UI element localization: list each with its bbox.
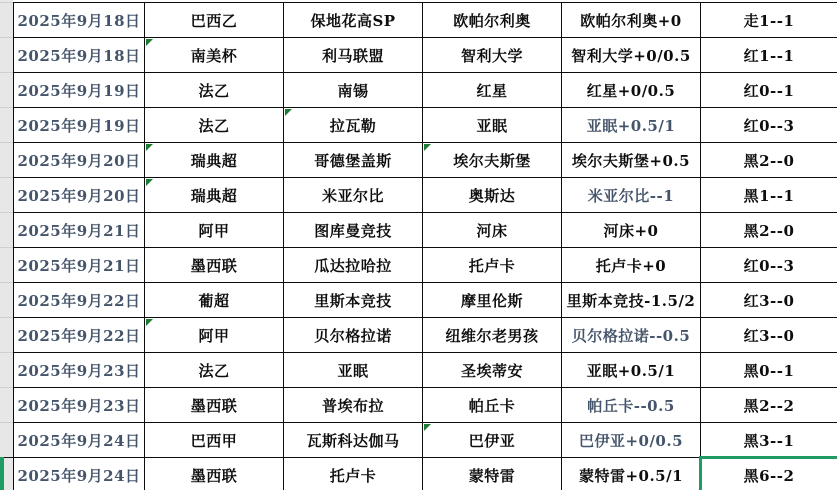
row-header-separator	[0, 142, 13, 143]
result-cell[interactable]	[701, 318, 837, 353]
home-team-text: 瓦斯科达伽马	[306, 431, 400, 450]
result-text: 红0--3	[743, 116, 795, 135]
error-flag-triangle-icon	[146, 179, 153, 186]
handicap-cell[interactable]	[562, 38, 701, 73]
handicap-cell[interactable]	[562, 423, 701, 458]
home-team-cell[interactable]	[284, 458, 423, 490]
handicap-cell[interactable]	[562, 283, 701, 318]
league-text: 法乙	[198, 361, 230, 380]
home-team-text: 亚眠	[337, 361, 369, 380]
result-text: 红3--0	[743, 326, 795, 345]
handicap-cell[interactable]	[562, 458, 701, 490]
home-team-cell[interactable]	[284, 73, 423, 108]
error-flag-triangle-icon	[146, 39, 153, 46]
table-row	[14, 73, 837, 108]
row-header-separator	[0, 212, 13, 213]
result-text: 走1--1	[743, 11, 795, 30]
home-team-text: 普埃布拉	[321, 396, 384, 415]
row-header-separator	[0, 282, 13, 283]
home-team-cell[interactable]	[284, 388, 423, 423]
handicap-cell[interactable]	[562, 318, 701, 353]
league-cell[interactable]	[145, 388, 284, 423]
result-cell[interactable]	[701, 388, 837, 423]
result-cell[interactable]	[701, 458, 837, 490]
result-cell[interactable]	[701, 178, 837, 213]
row-header-separator	[0, 37, 13, 38]
table-row	[14, 353, 837, 388]
home-team-text: 瓜达拉哈拉	[314, 256, 392, 275]
league-text: 墨西联	[190, 466, 238, 485]
error-flag-triangle-icon	[424, 424, 431, 431]
league-cell[interactable]	[145, 318, 284, 353]
error-flag-triangle-icon	[146, 144, 153, 151]
row-header-separator	[0, 422, 13, 423]
handicap-text: 蒙特雷+0.5/1	[578, 466, 684, 485]
table-row	[14, 213, 837, 248]
date-cell[interactable]	[14, 318, 145, 353]
date-cell[interactable]	[14, 283, 145, 318]
away-team-text: 河床	[476, 221, 508, 240]
table-row	[14, 108, 837, 143]
league-text: 南美杯	[190, 46, 238, 65]
home-team-text: 米亚尔比	[321, 186, 384, 205]
date-text: 2025年9月24日	[17, 431, 141, 450]
away-team-text: 巴伊亚	[468, 431, 516, 450]
table-row	[14, 458, 837, 490]
league-text: 阿甲	[198, 326, 230, 345]
table-row	[14, 143, 837, 178]
league-cell[interactable]	[145, 108, 284, 143]
home-team-text: 拉瓦勒	[329, 116, 377, 135]
home-team-text: 托卢卡	[329, 466, 377, 485]
league-text: 阿甲	[198, 221, 230, 240]
handicap-cell[interactable]	[562, 178, 701, 213]
handicap-cell[interactable]	[562, 108, 701, 143]
league-text: 瑞典超	[190, 186, 238, 205]
away-team-cell[interactable]	[423, 353, 562, 388]
league-cell[interactable]	[145, 3, 284, 38]
result-text: 红0--3	[743, 256, 795, 275]
away-team-text: 圣埃蒂安	[460, 361, 523, 380]
home-team-text: 利马联盟	[321, 46, 384, 65]
handicap-text: 里斯本竞技-1.5/2	[566, 291, 696, 310]
matches-table	[13, 2, 837, 490]
result-cell[interactable]	[701, 73, 837, 108]
league-text: 墨西联	[190, 396, 238, 415]
date-cell[interactable]	[14, 38, 145, 73]
league-cell[interactable]	[145, 38, 284, 73]
league-cell[interactable]	[145, 353, 284, 388]
handicap-text: 亚眠+0.5/1	[586, 361, 676, 380]
handicap-text: 埃尔夫斯堡+0.5	[571, 151, 691, 170]
home-team-text: 图库曼竞技	[314, 221, 392, 240]
date-cell[interactable]	[14, 458, 145, 490]
home-team-cell[interactable]	[284, 213, 423, 248]
row-header-separator	[0, 177, 13, 178]
error-flag-triangle-icon	[285, 109, 292, 116]
date-cell[interactable]	[14, 178, 145, 213]
date-cell[interactable]	[14, 248, 145, 283]
date-cell[interactable]	[14, 213, 145, 248]
table-row	[14, 423, 837, 458]
result-text: 红3--0	[743, 291, 795, 310]
home-team-cell[interactable]	[284, 143, 423, 178]
active-row-indicator-bar	[0, 457, 4, 490]
away-team-text: 亚眠	[476, 116, 508, 135]
result-text: 黑2--0	[743, 221, 795, 240]
result-text: 红1--1	[743, 46, 795, 65]
away-team-text: 欧帕尔利奥	[453, 11, 531, 30]
date-text: 2025年9月21日	[17, 256, 141, 275]
away-team-text: 蒙特雷	[468, 466, 516, 485]
away-team-text: 奥斯达	[468, 186, 516, 205]
table-row	[14, 3, 837, 38]
away-team-cell[interactable]	[423, 143, 562, 178]
away-team-text: 纽维尔老男孩	[445, 326, 539, 345]
league-text: 巴西乙	[190, 11, 238, 30]
date-text: 2025年9月18日	[17, 46, 141, 65]
handicap-cell[interactable]	[562, 73, 701, 108]
date-text: 2025年9月23日	[17, 396, 141, 415]
away-team-cell[interactable]	[423, 3, 562, 38]
date-text: 2025年9月20日	[17, 186, 141, 205]
handicap-text: 巴伊亚+0/0.5	[578, 431, 684, 450]
date-cell[interactable]	[14, 143, 145, 178]
league-cell[interactable]	[145, 73, 284, 108]
date-cell[interactable]	[14, 353, 145, 388]
error-flag-triangle-icon	[146, 319, 153, 326]
table-row	[14, 248, 837, 283]
handicap-text: 米亚尔比--1	[587, 186, 675, 205]
league-cell[interactable]	[145, 143, 284, 178]
row-header-separator	[0, 72, 13, 73]
away-team-text: 摩里伦斯	[460, 291, 523, 310]
away-team-cell[interactable]	[423, 248, 562, 283]
table-row	[14, 38, 837, 73]
away-team-cell[interactable]	[423, 178, 562, 213]
date-text: 2025年9月20日	[17, 151, 141, 170]
league-cell[interactable]	[145, 248, 284, 283]
result-cell[interactable]	[701, 423, 837, 458]
result-cell[interactable]	[701, 248, 837, 283]
home-team-cell[interactable]	[284, 38, 423, 73]
row-header-separator	[0, 247, 13, 248]
away-team-text: 智利大学	[460, 46, 523, 65]
league-cell[interactable]	[145, 213, 284, 248]
table-row	[14, 318, 837, 353]
date-text: 2025年9月22日	[17, 291, 141, 310]
away-team-text: 红星	[476, 81, 508, 100]
league-text: 墨西联	[190, 256, 238, 275]
row-header-separator	[0, 317, 13, 318]
home-team-cell[interactable]	[284, 423, 423, 458]
away-team-cell[interactable]	[423, 318, 562, 353]
away-team-text: 埃尔夫斯堡	[453, 151, 531, 170]
date-cell[interactable]	[14, 423, 145, 458]
handicap-text: 智利大学+0/0.5	[571, 46, 691, 65]
away-team-cell[interactable]	[423, 73, 562, 108]
home-team-cell[interactable]	[284, 318, 423, 353]
date-text: 2025年9月18日	[17, 11, 141, 30]
home-team-text: 里斯本竞技	[314, 291, 392, 310]
date-cell[interactable]	[14, 108, 145, 143]
date-text: 2025年9月22日	[17, 326, 141, 345]
row-header-strip	[0, 0, 13, 490]
league-text: 瑞典超	[190, 151, 238, 170]
row-header-separator	[0, 107, 13, 108]
date-text: 2025年9月21日	[17, 221, 141, 240]
date-text: 2025年9月23日	[17, 361, 141, 380]
home-team-cell[interactable]	[284, 178, 423, 213]
handicap-text: 贝尔格拉诺--0.5	[571, 326, 691, 345]
league-cell[interactable]	[145, 458, 284, 490]
table-row	[14, 283, 837, 318]
away-team-cell[interactable]	[423, 423, 562, 458]
result-cell[interactable]	[701, 213, 837, 248]
handicap-text: 托卢卡+0	[595, 256, 667, 275]
home-team-cell[interactable]	[284, 283, 423, 318]
handicap-cell[interactable]	[562, 213, 701, 248]
away-team-cell[interactable]	[423, 38, 562, 73]
result-cell[interactable]	[701, 283, 837, 318]
home-team-cell[interactable]	[284, 108, 423, 143]
date-cell[interactable]	[14, 388, 145, 423]
away-team-cell[interactable]	[423, 213, 562, 248]
handicap-text: 红星+0/0.5	[586, 81, 676, 100]
handicap-text: 亚眠+0.5/1	[586, 116, 676, 135]
away-team-cell[interactable]	[423, 108, 562, 143]
away-team-cell[interactable]	[423, 458, 562, 490]
result-text: 黑2--2	[743, 396, 795, 415]
date-cell[interactable]	[14, 3, 145, 38]
away-team-cell[interactable]	[423, 283, 562, 318]
result-text: 黑6--2	[743, 466, 795, 485]
date-cell[interactable]	[14, 73, 145, 108]
date-text: 2025年9月19日	[17, 116, 141, 135]
row-header-separator	[0, 387, 13, 388]
handicap-cell[interactable]	[562, 3, 701, 38]
result-cell[interactable]	[701, 3, 837, 38]
handicap-cell[interactable]	[562, 353, 701, 388]
league-text: 葡超	[198, 291, 230, 310]
home-team-text: 保地花高SP	[310, 11, 396, 30]
handicap-cell[interactable]	[562, 388, 701, 423]
handicap-cell[interactable]	[562, 248, 701, 283]
league-text: 法乙	[198, 81, 230, 100]
home-team-cell[interactable]	[284, 353, 423, 388]
row-header-separator	[0, 352, 13, 353]
table-row	[14, 178, 837, 213]
date-text: 2025年9月24日	[17, 466, 141, 485]
handicap-cell[interactable]	[562, 143, 701, 178]
date-text: 2025年9月19日	[17, 81, 141, 100]
result-text: 红0--1	[743, 81, 795, 100]
league-cell[interactable]	[145, 178, 284, 213]
handicap-text: 河床+0	[603, 221, 659, 240]
league-text: 法乙	[198, 116, 230, 135]
handicap-text: 帕丘卡--0.5	[587, 396, 675, 415]
home-team-text: 贝尔格拉诺	[314, 326, 392, 345]
result-cell[interactable]	[701, 353, 837, 388]
home-team-cell[interactable]	[284, 3, 423, 38]
row-header-separator	[0, 2, 13, 3]
result-cell[interactable]	[701, 38, 837, 73]
league-text: 巴西甲	[190, 431, 238, 450]
result-text: 黑0--1	[743, 361, 795, 380]
away-team-text: 托卢卡	[468, 256, 516, 275]
away-team-text: 帕丘卡	[468, 396, 516, 415]
result-text: 黑3--1	[743, 431, 795, 450]
home-team-cell[interactable]	[284, 248, 423, 283]
result-cell[interactable]	[701, 143, 837, 178]
league-cell[interactable]	[145, 423, 284, 458]
result-text: 黑2--0	[743, 151, 795, 170]
result-cell[interactable]	[701, 108, 837, 143]
error-flag-triangle-icon	[424, 144, 431, 151]
home-team-text: 南锡	[337, 81, 369, 100]
handicap-text: 欧帕尔利奥+0	[580, 11, 682, 30]
table-row	[14, 388, 837, 423]
league-cell[interactable]	[145, 283, 284, 318]
result-text: 黑1--1	[743, 186, 795, 205]
away-team-cell[interactable]	[423, 388, 562, 423]
home-team-text: 哥德堡盖斯	[314, 151, 392, 170]
